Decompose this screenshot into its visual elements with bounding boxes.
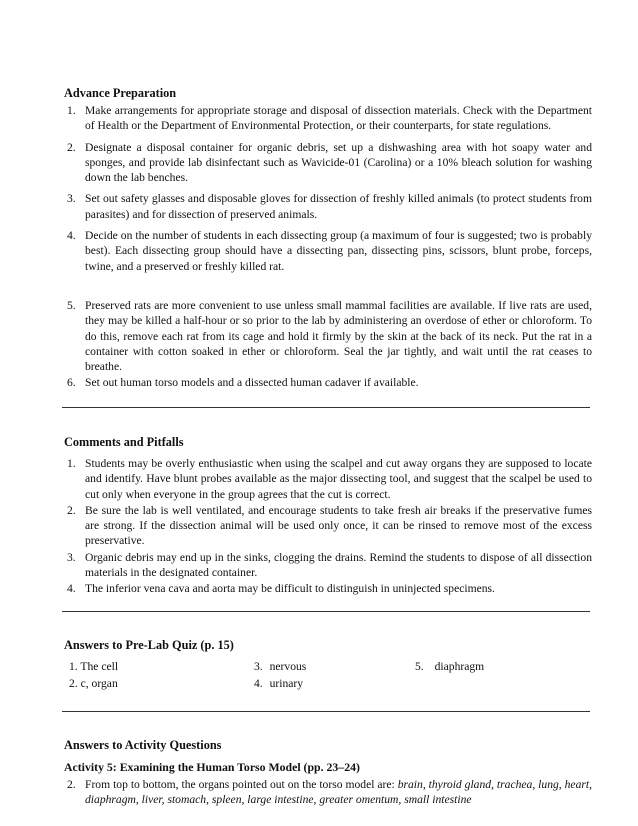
activity-title: Activity 5: Examining the Human Torso Model (pp. 23–24) bbox=[64, 760, 360, 774]
list-item: 5. Preserved rats are more convenient to use unless small mammal facilities are available. If live rats are used, they may be killed a half-hour or so prior to the lab by administering an overdose of ether or chloroform. To do this, remove each rat from its cage and hold it firmly by the skin at the back of its neck. Put the rat in a container with cotton soaked in ether or chloroform. Seal the jar tightly, and wait until the rat ceases to breathe. bbox=[67, 299, 592, 374]
advance-preparation-list-a bbox=[64, 103, 592, 274]
list-item: 4. Decide on the number of students in each dissecting group (a maximum of four is suggested; two is probably best). Each dissecting group should have a dissecting pan, dissecting pins, scissors, blunt probe, forceps, twine, and a preserved or freshly killed rat. bbox=[67, 229, 592, 273]
quiz-answer: 5. diaphragm bbox=[415, 660, 485, 673]
comments-pitfalls-list bbox=[64, 456, 592, 597]
list-item: 2. Designate a disposal container for organic debris, set up a dishwashing area with hot soapy water and sponges, and provide lab disinfectant such as Wavicide-01 (Carolina) or a 10% bleach solution for washing down the lab benches. bbox=[67, 140, 592, 185]
list-item: 4. The inferior vena cava and aorta may be difficult to distinguish in uninjected specimens. bbox=[67, 582, 495, 596]
list-item: 1. Students may be overly enthusiastic when using the scalpel and cut away organs they are supposed to locate and identify. Have blunt probes available as the major dissecting tool, and suggest that the scalpel be used to cut only when everyone in the group agrees that the cut is correct. bbox=[67, 457, 592, 501]
quiz-answer: 3. nervous bbox=[254, 660, 307, 673]
list-item: 1. Make arrangements for appropriate storage and disposal of dissection materials. Check with the Department of Health or the Department of Environmental Protection, or their counterparts, for state regulations. bbox=[67, 104, 592, 133]
advance-preparation-list-b bbox=[64, 298, 592, 391]
quiz-answer: 1. The cell bbox=[69, 660, 119, 673]
activity-answers-list bbox=[64, 777, 592, 808]
prelab-quiz-heading: Answers to Pre-Lab Quiz (p. 15) bbox=[64, 638, 234, 652]
section-divider bbox=[62, 711, 590, 712]
list-item: 6. Set out human torso models and a dissected human cadaver if available. bbox=[67, 376, 419, 390]
advance-preparation-heading: Advance Preparation bbox=[64, 86, 177, 100]
section-divider bbox=[62, 611, 590, 612]
list-item: 2. From top to bottom, the organs pointed out on the torso model are: brain, thyroid gland, trachea, lung, heart, diaphragm, liver, stomach, spleen, large intestine, greater omentum, small intestine bbox=[67, 778, 592, 807]
section-divider bbox=[62, 407, 590, 408]
organ-list: brain, thyroid gland, trachea, lung, heart, diaphragm, liver, stomach, spleen, large intestine, greater omentum, small intestine bbox=[85, 778, 592, 807]
quiz-answer: 2. c, organ bbox=[69, 677, 118, 690]
comments-pitfalls-heading: Comments and Pitfalls bbox=[64, 435, 184, 449]
list-item: 3. Organic debris may end up in the sinks, clogging the drains. Remind the students to dispose of all dissection materials in the designated container. bbox=[67, 550, 592, 580]
list-item: 2. Be sure the lab is well ventilated, and encourage students to take fresh air breaks if the preservative fumes are strong. If the dissection animal will be used only once, it can be rinsed to remove most of the excess preservative. bbox=[67, 503, 592, 548]
quiz-answer: 4. urinary bbox=[254, 677, 304, 690]
list-item: 3. Set out safety glasses and disposable gloves for dissection of freshly killed animals (to protect students from parasites) and for dissection of preserved animals. bbox=[67, 192, 592, 221]
activity-questions-heading: Answers to Activity Questions bbox=[64, 738, 222, 752]
